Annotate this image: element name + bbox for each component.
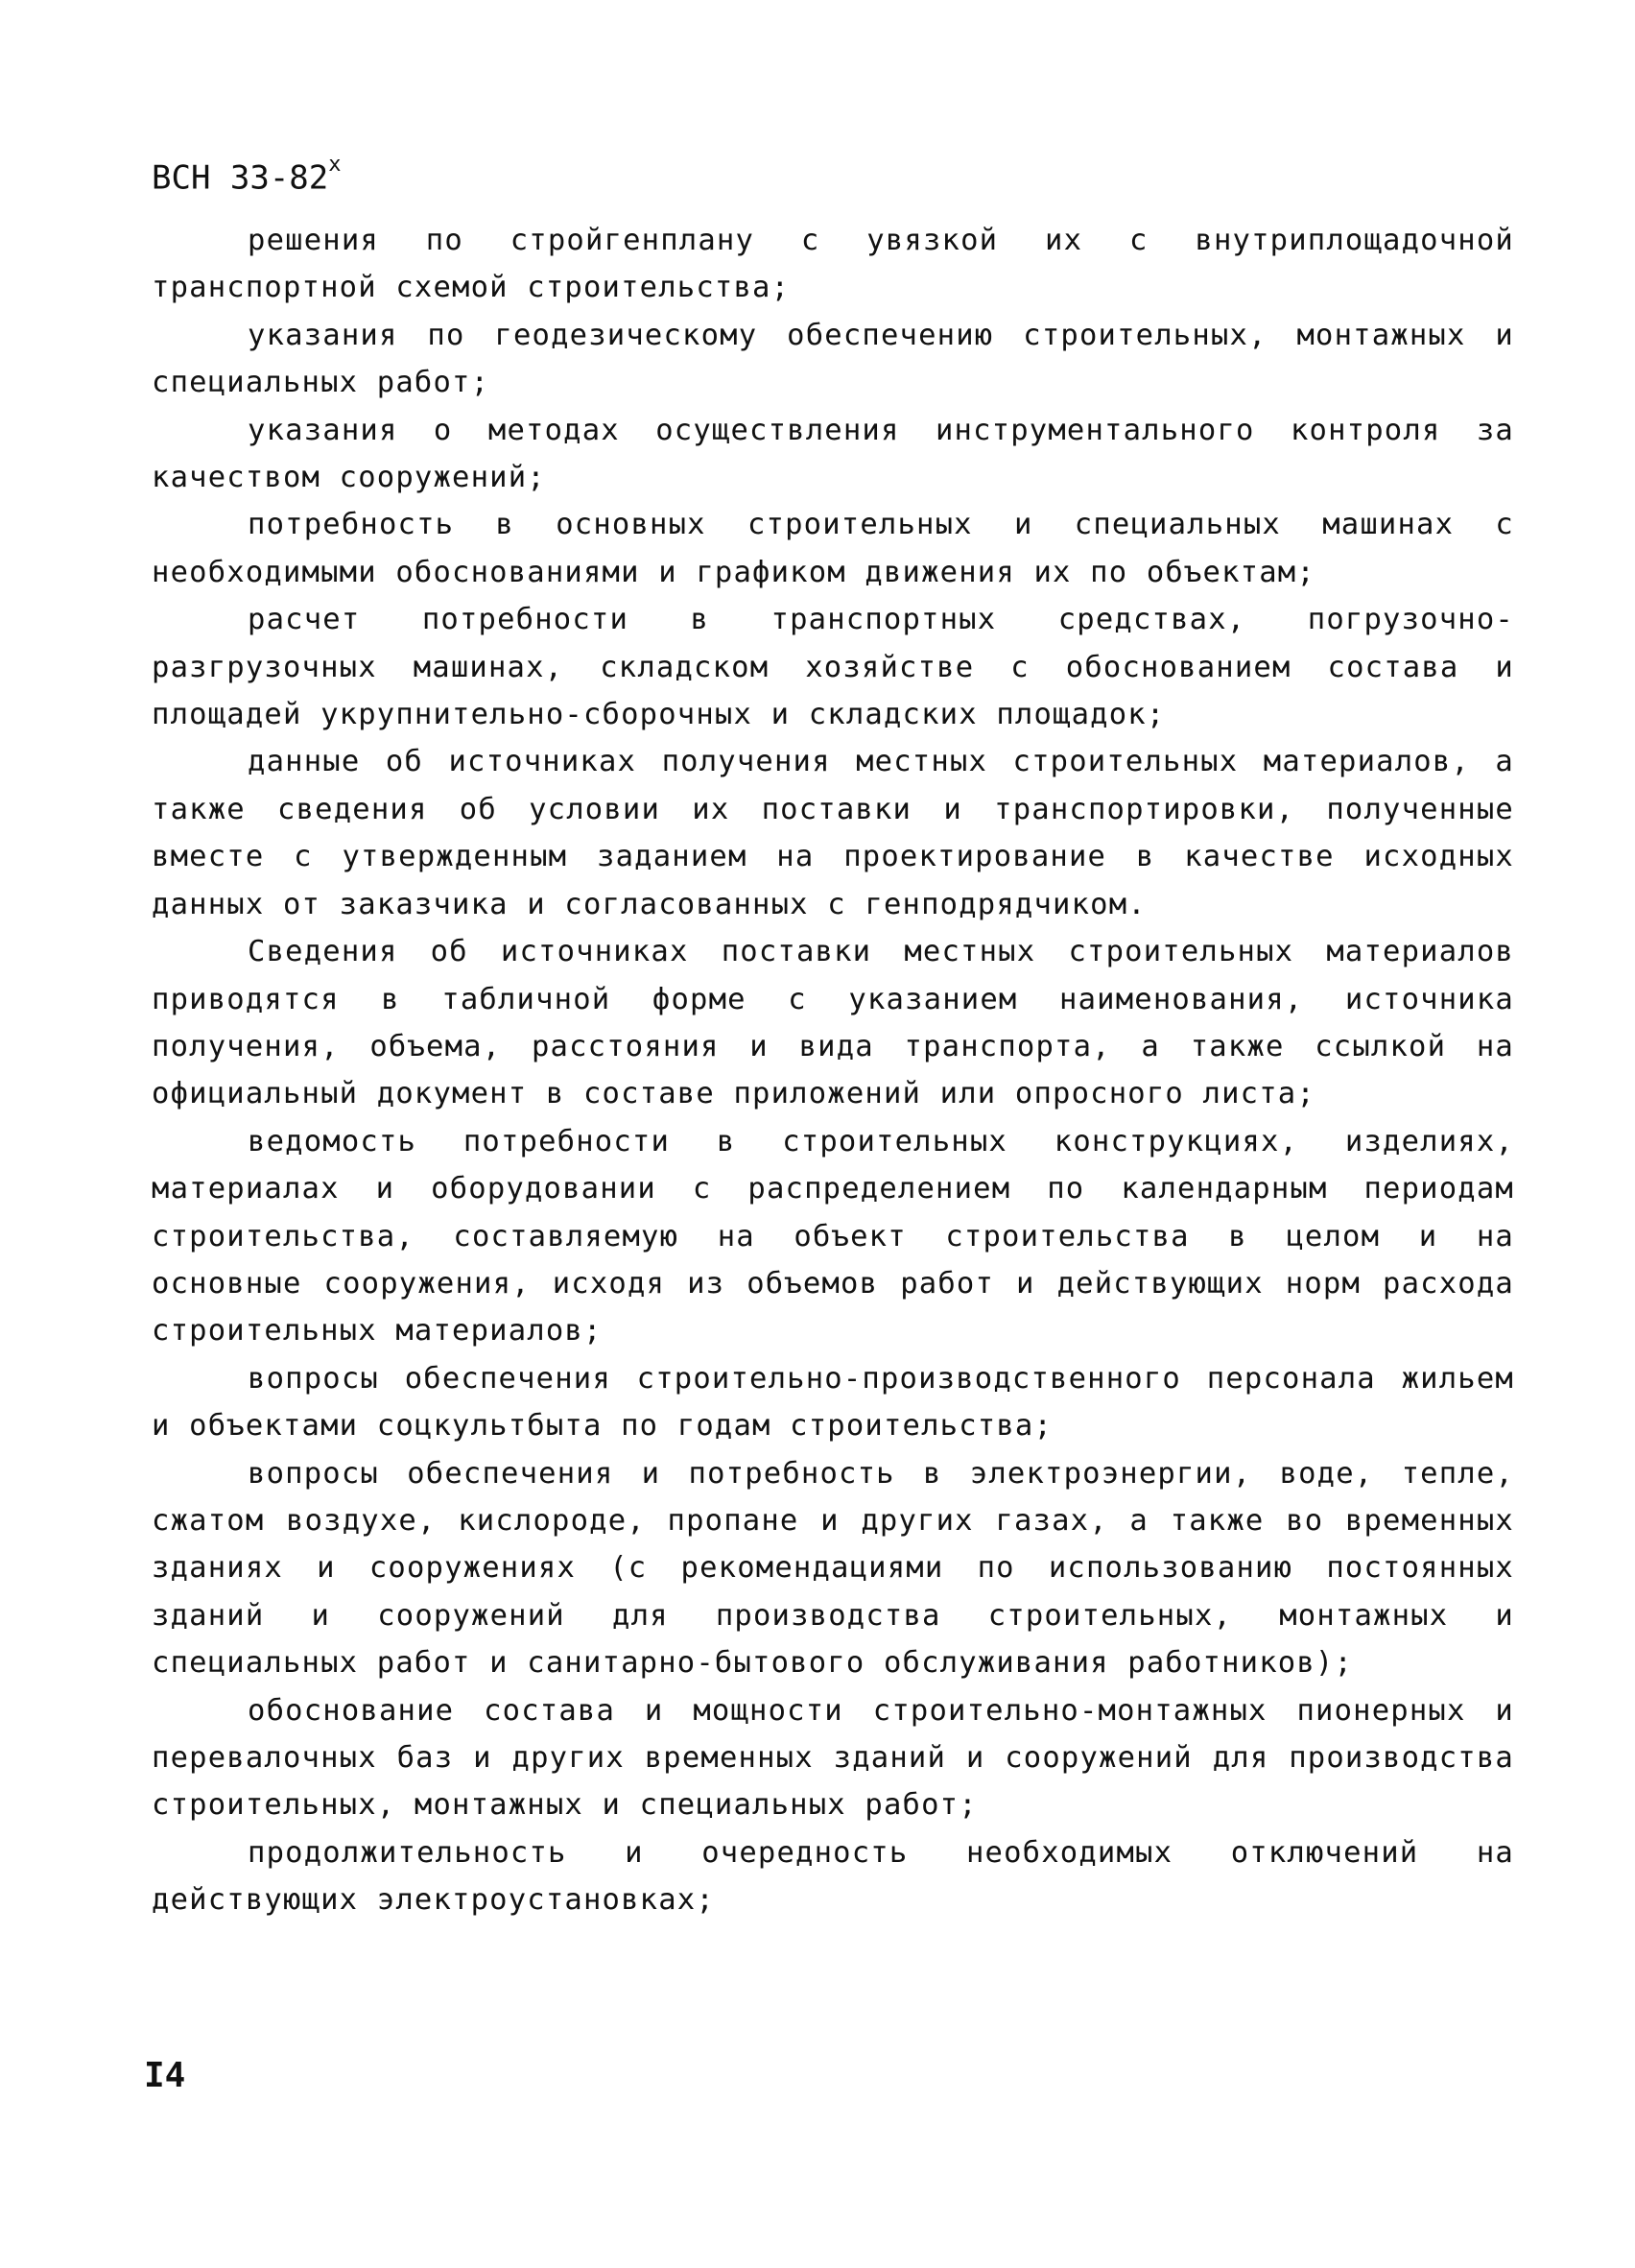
paragraph-machines-demand: потребность в основных строительных и специальных машинах с необходимыми обоснованиями и графиком движения их по объектам; (152, 508, 1514, 589)
paragraph-pioneer-bases: обоснование состава и мощности строительно-монтажных пионерных и перевалочных баз и других временных зданий и сооружений для производства строительных, монтажных и специальных работ; (152, 1693, 1514, 1823)
document-code-superscript: х (328, 153, 342, 177)
paragraph-disconnections: продолжительность и очередность необходимых отключений на действующих электроустановках; (152, 1835, 1514, 1918)
paragraph-instrumental-control: указания о методах осуществления инструментального контроля за качеством сооружений; (152, 413, 1514, 495)
paragraph-utilities-demand: вопросы обеспечения и потребность в электроэнергии, воде, тепле, сжатом воздухе, кислороде, пропане и других газах, а также во временных зданиях и сооружениях (с рекомендациями по использованию постоянных зданий и сооружений для производства строительных, монтажных и специальных работ и санитарно-бытового обслуживания работников); (152, 1456, 1514, 1681)
document-code (152, 152, 341, 197)
paragraph-personnel-housing: вопросы обеспечения строительно-производственного персонала жильем и объектами соцкультбыта по годам строительства; (152, 1361, 1514, 1444)
paragraph-geodetic-support: указания по геодезическому обеспечению строительных, монтажных и специальных работ; (152, 318, 1514, 400)
document-code-text: ВСН 33-82 (152, 158, 329, 198)
paragraph-local-materials-sources: данные об источниках получения местных строительных материалов, а также сведения об условии их поставки и транспортировки, полученные вместе с утвержденным заданием на проектирование в качестве исходных данных от заказчика и согласованных с генподрядчиком. (152, 745, 1514, 921)
paragraph-stroygenplan: решения по стройгенплану с увязкой их с внутриплощадочной транспортной схемой строительства; (152, 224, 1514, 305)
paragraph-transport-demand: расчет потребности в транспортных средствах, погрузочно-разгрузочных машинах, складском хозяйстве с обоснованием состава и площадей укрупнительно-сборочных и складских площадок; (152, 603, 1514, 732)
paragraph-materials-table-info: Сведения об источниках поставки местных строительных материалов приводятся в табличной форме с указанием наименования, источника получения, объема, расстояния и вида транспорта, а также ссылкой на официальный документ в составе приложений или опросного листа; (152, 935, 1514, 1111)
document-body (152, 217, 1514, 1924)
paragraph-structures-demand: ведомость потребности в строительных конструкциях, изделиях, материалах и оборудовании с распределением по календарным периодам строительства, составляемую на объект строительства в целом и на основные сооружения, исходя из объемов работ и действующих норм расхода строительных материалов; (152, 1124, 1514, 1349)
page-number: I4 (144, 2056, 186, 2095)
